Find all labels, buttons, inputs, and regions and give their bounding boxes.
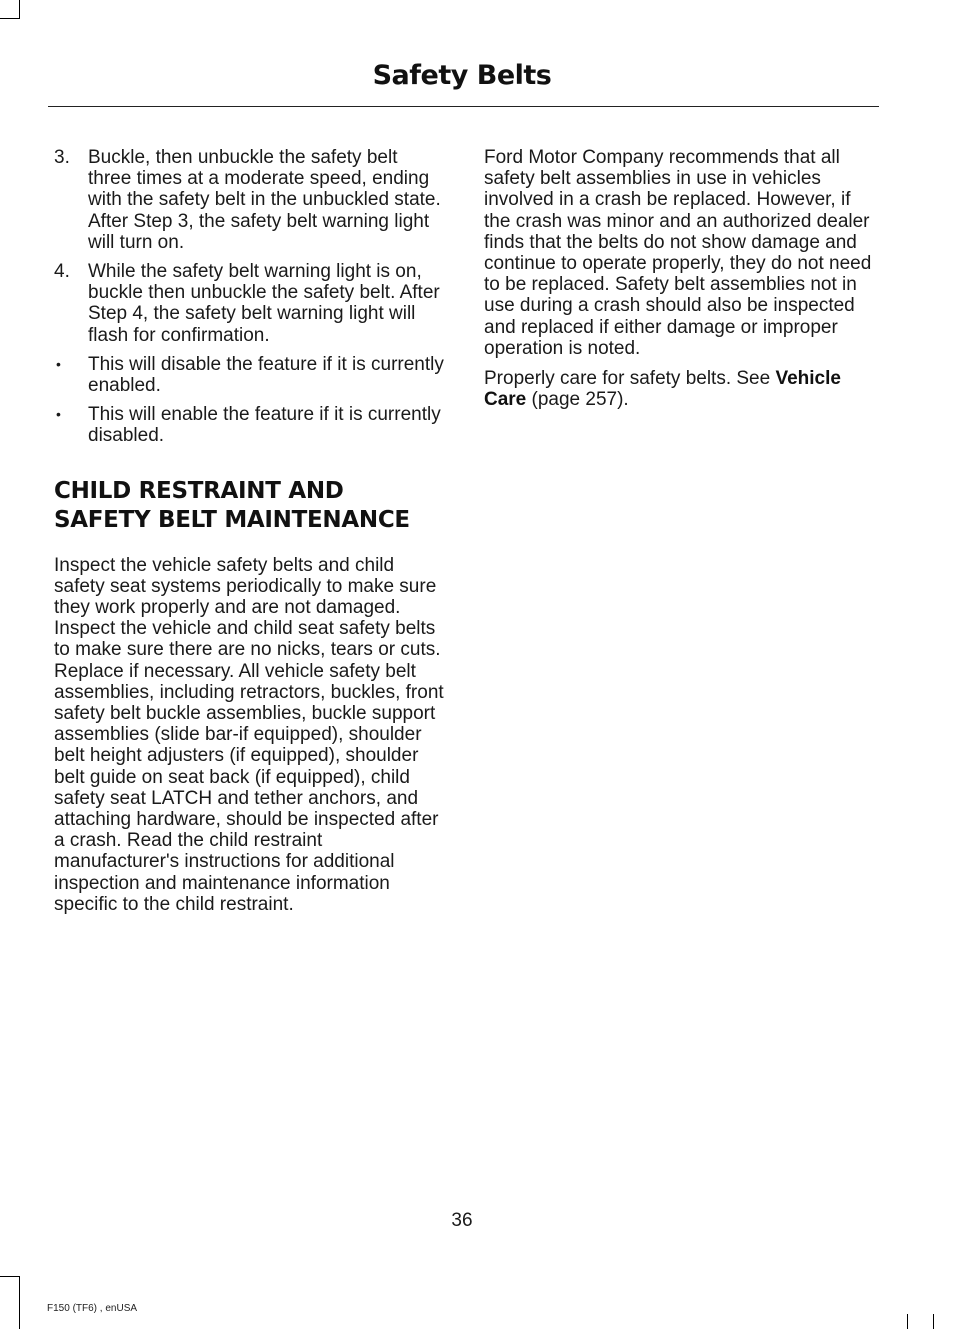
care-suffix: (page 257). (526, 389, 629, 411)
crop-mark-bottom-right-v2 (933, 1314, 934, 1329)
care-reference (484, 368, 874, 410)
bullet-marker: • (56, 406, 61, 423)
care-prefix: Properly care for safety belts. See (484, 368, 776, 390)
crop-mark-bottom-left-v (19, 1276, 20, 1329)
section-body: Inspect the vehicle safety belts and child safety seat systems periodically to make sure they work properly and are not damaged. Inspect the vehicle and child seat safety belts to make sure there are no nicks, tears or cuts. Replace if necessary. All vehicle safety belt assemblies, including retractors, buckles, front safety belt buckle assemblies, buckle support assemblies (slide bar-if equipped), shoulder belt height adjusters (if equipped), shoulder belt guide on seat back (if equipped), child safety seat LATCH and tether anchors, and attaching hardware, should be inspected after a crash. Read the child restraint manufacturer's instructions for additional inspection and maintenance information specific to the child restraint. (54, 554, 444, 915)
right-column (484, 147, 874, 419)
step-item (54, 261, 444, 346)
bullet-item (54, 354, 444, 396)
page-number: 36 (451, 1210, 473, 1231)
replacement-paragraph: Ford Motor Company recommends that all safety belt assemblies in use in vehicles involved in a crash be replaced. However, if the crash was minor and an authorized dealer finds that the belts do not show damage and continue to operate properly, they do not need to be replaced. Safety belt assemblies not in use during a crash should also be inspected and replaced if either damage or improper operation is noted. (484, 147, 872, 359)
crop-mark-top-left-v (19, 0, 20, 18)
left-column (54, 147, 444, 924)
crop-mark-bottom-left-h (0, 1276, 20, 1277)
step-number: 4. (54, 261, 70, 283)
bullet-marker: • (56, 355, 61, 372)
step-number: 3. (54, 147, 70, 168)
bullet-item (54, 404, 444, 446)
section-heading: CHILD RESTRAINT AND SAFETY BELT MAINTENANCE (54, 477, 410, 533)
document-code: F150 (TF6) , enUSA (47, 1303, 138, 1314)
bullet-text: This will disable the feature if it is currently enabled. (88, 353, 444, 397)
step-text: While the safety belt warning light is on, buckle then unbuckle the safety belt. After Step 4, the safety belt warning light will flash for confirmation. (88, 261, 440, 346)
crop-mark-bottom-right-v1 (907, 1314, 908, 1329)
bullet-text: This will enable the feature if it is currently disabled. (88, 404, 441, 447)
header-rule (48, 106, 879, 107)
crop-mark-top-left-h (0, 18, 20, 19)
vehicle-care-link[interactable]: Vehicle Care (484, 368, 841, 411)
page-title: Safety Belts (372, 60, 552, 91)
step-item (54, 147, 444, 253)
step-text: Buckle, then unbuckle the safety belt three times at a moderate speed, ending with the safety belt in the unbuckled state. After Step 3, the safety belt warning light will turn on. (88, 147, 441, 253)
